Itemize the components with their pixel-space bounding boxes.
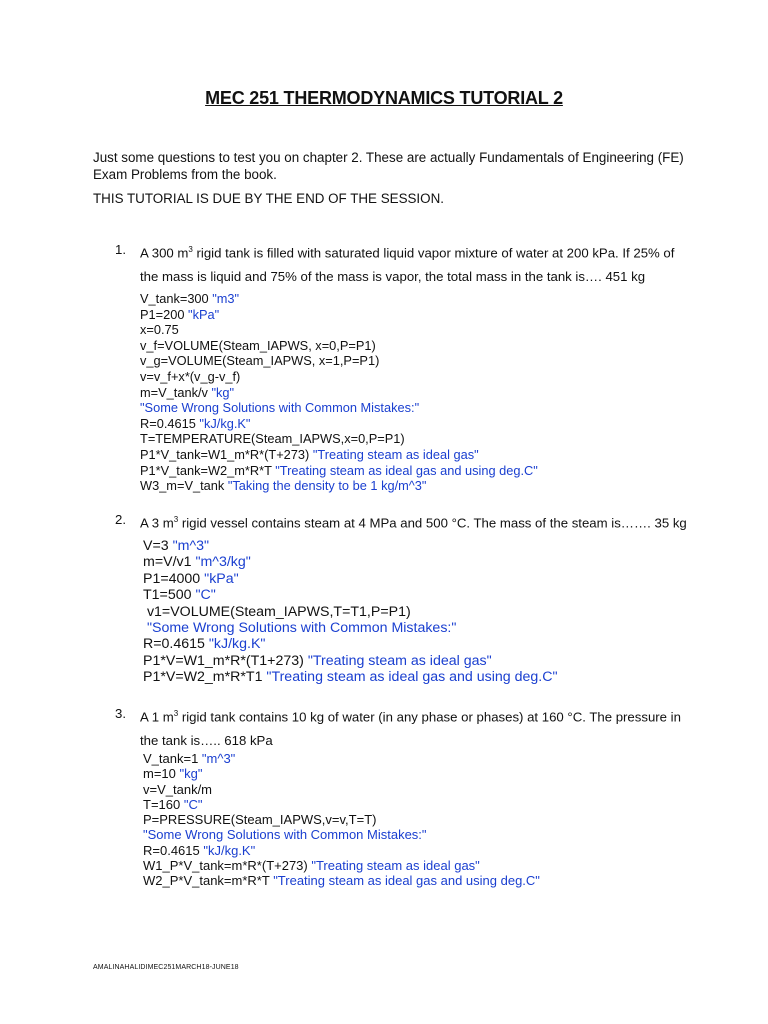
page-title: MEC 251 THERMODYNAMICS TUTORIAL 2	[205, 88, 563, 108]
code-line	[140, 416, 538, 432]
question-number: 2.	[115, 512, 126, 527]
question-number: 3.	[115, 706, 126, 721]
code-line	[143, 766, 540, 781]
code-line	[143, 620, 558, 636]
code-line	[140, 431, 538, 447]
code-text: W3_m=V_tank	[140, 478, 228, 494]
code-line	[143, 636, 558, 652]
code-comment: "Treating steam as ideal gas and using deg.C"	[273, 873, 540, 889]
code-text: v_g=VOLUME(Steam_IAPWS, x=1,P=P1)	[140, 353, 380, 369]
code-text: R=0.4615	[143, 842, 204, 858]
question-1	[115, 238, 695, 289]
code-comment: "m3"	[212, 291, 240, 306]
code-text: V=3	[143, 538, 173, 554]
code-text: T=TEMPERATURE(Steam_IAPWS,x=0,P=P1)	[140, 431, 405, 447]
code-comment: "m^3"	[172, 538, 210, 554]
code-comment: "Some Wrong Solutions with Common Mistakes:"	[140, 400, 420, 416]
code-line	[143, 669, 558, 685]
due-notice: THIS TUTORIAL IS DUE BY THE END OF THE SESSION.	[93, 191, 444, 206]
code-line	[140, 463, 538, 479]
code-text: P1*V_tank=W2_m*R*T	[140, 462, 276, 478]
code-comment: "Treating steam as ideal gas and using deg.C"	[266, 669, 558, 686]
code-line	[140, 447, 538, 463]
question-3	[115, 702, 695, 753]
code-line	[140, 400, 538, 416]
code-line	[143, 843, 540, 858]
code-comment: "kPa"	[204, 570, 239, 587]
code-text: V_tank=300	[140, 291, 213, 306]
code-text: P=PRESSURE(Steam_IAPWS,v=v,T=T)	[143, 812, 377, 828]
code-line	[143, 554, 558, 570]
intro-paragraph: Just some questions to test you on chapter 2. These are actually Fundamentals of Engineering (FE) Exam Problems from the book.	[93, 150, 684, 182]
code-line	[143, 827, 540, 842]
code-text: v=v_f+x*(v_g-v_f)	[140, 368, 241, 384]
code-line	[143, 653, 558, 669]
code-line	[140, 338, 538, 354]
code-line	[140, 353, 538, 369]
code-comment: "Treating steam as ideal gas"	[311, 858, 480, 874]
code-comment: "kJ/kg.K"	[199, 415, 251, 431]
code-line	[143, 858, 540, 873]
footer-text: AMALINAHALIDIMEC251MARCH18-JUNE18	[93, 964, 239, 971]
code-text: v_f=VOLUME(Steam_IAPWS, x=0,P=P1)	[140, 337, 376, 353]
code-line	[140, 291, 538, 307]
code-text: m=10	[143, 766, 180, 782]
code-block-1	[140, 291, 538, 494]
code-line	[143, 604, 558, 620]
code-comment: "Some Wrong Solutions with Common Mistakes:"	[146, 620, 457, 637]
code-comment: "m^3"	[201, 751, 236, 766]
question-number: 1.	[115, 242, 126, 257]
code-comment: "kPa"	[188, 306, 220, 322]
code-comment: "C"	[183, 796, 203, 812]
code-text: x=0.75	[140, 322, 179, 338]
code-text: R=0.4615	[140, 415, 200, 431]
code-text: v1=VOLUME(Steam_IAPWS,T=T1,P=P1)	[143, 603, 411, 620]
code-line	[143, 571, 558, 587]
code-text: P1=200	[140, 306, 189, 322]
code-text: P1*V=W2_m*R*T1	[143, 669, 267, 686]
code-text: V_tank=1	[143, 751, 202, 766]
code-text: T=160	[143, 796, 184, 812]
code-line	[143, 797, 540, 812]
code-comment: "Taking the density to be 1 kg/m^3"	[227, 478, 427, 494]
question-text: A 300 $m^3$ rigid tank is filled with saturated liquid vapor mixture of water at 200 kPa. If 25% of the mass is liquid and 75% of the mass is vapor, the total mass in the tank is…. 451 kg	[140, 245, 675, 285]
code-text: m=V/v1	[143, 554, 196, 571]
code-comment: "Treating steam as ideal gas"	[307, 652, 492, 669]
code-text: R=0.4615	[143, 636, 209, 653]
code-line	[143, 538, 558, 554]
code-line	[143, 587, 558, 603]
code-text: T1=500	[143, 587, 196, 604]
code-comment: "C"	[195, 587, 216, 604]
code-comment: "kg"	[211, 384, 235, 400]
code-text: P1=4000	[143, 570, 205, 587]
code-block-3	[143, 751, 540, 889]
code-text: P1*V_tank=W1_m*R*(T+273)	[140, 446, 313, 462]
code-comment: "kJ/kg.K"	[208, 636, 266, 653]
code-comment: "Treating steam as ideal gas and using deg.C"	[275, 462, 538, 478]
code-comment: "kg"	[179, 766, 203, 782]
code-line	[140, 369, 538, 385]
code-line	[140, 307, 538, 323]
question-text: A 3 $m^3$ rigid vessel contains steam at 4 MPa and 500 °C. The mass of the steam is……. 35 kg	[140, 515, 687, 531]
code-line	[140, 322, 538, 338]
code-line	[143, 751, 540, 766]
code-line	[143, 812, 540, 827]
code-comment: "m^3/kg"	[195, 554, 251, 571]
code-line	[140, 385, 538, 401]
code-comment: "Treating steam as ideal gas"	[312, 446, 479, 462]
code-line	[143, 873, 540, 888]
code-text: P1*V=W1_m*R*(T1+273)	[143, 652, 308, 669]
question-text: A 1 $m^3$ rigid tank contains 10 kg of water (in any phase or phases) at 160 °C. The pressure in the tank is….. 618 kPa	[140, 709, 681, 749]
code-comment: "kJ/kg.K"	[203, 842, 256, 858]
code-text: W2_P*V_tank=m*R*T	[143, 873, 274, 889]
code-comment: "Some Wrong Solutions with Common Mistakes:"	[143, 827, 427, 843]
question-2	[115, 508, 695, 535]
code-line	[140, 478, 538, 494]
code-text: m=V_tank/v	[140, 384, 212, 400]
code-block-2	[143, 538, 558, 686]
code-text: W1_P*V_tank=m*R*(T+273)	[143, 858, 312, 874]
code-text: v=V_tank/m	[143, 781, 213, 797]
code-line	[143, 782, 540, 797]
